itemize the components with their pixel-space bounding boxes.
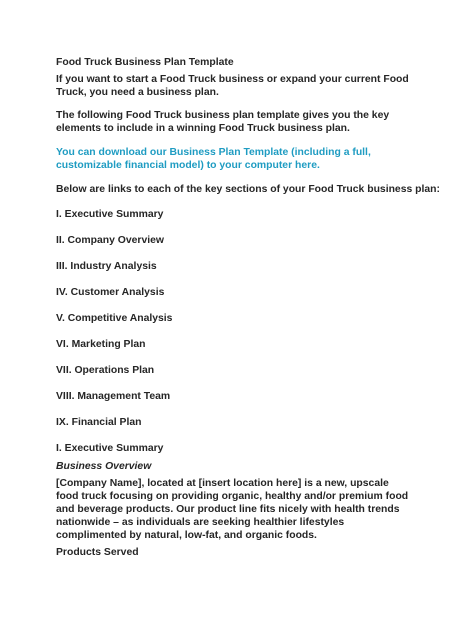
document-title: Food Truck Business Plan Template bbox=[56, 57, 234, 68]
toc-item-operations-plan[interactable]: VII. Operations Plan bbox=[56, 365, 155, 376]
business-overview-paragraph: [Company Name], located at [insert location here] is a new, upscale food truck focusing on providing organic, healthy and/or premium food and beverage products. Our product line fits nicely with health trends nationwide – as individuals are seeking healthier lifestyles complimented by natural, low-fat, and organic foods. bbox=[56, 478, 409, 541]
toc-item-competitive-analysis[interactable]: V. Competitive Analysis bbox=[56, 313, 173, 324]
intro-paragraph-1: If you want to start a Food Truck business or expand your current Food Truck, you need a business plan. bbox=[56, 74, 409, 98]
section-heading-executive-summary: I. Executive Summary bbox=[56, 443, 164, 454]
subheading-business-overview: Business Overview bbox=[56, 461, 152, 472]
products-served-heading: Products Served bbox=[56, 547, 139, 558]
toc-item-marketing-plan[interactable]: VI. Marketing Plan bbox=[56, 339, 146, 350]
intro-paragraph-2: The following Food Truck business plan template gives you the key elements to include in a winning Food Truck business plan. bbox=[56, 110, 390, 134]
links-intro-text: Below are links to each of the key sections of your Food Truck business plan: bbox=[56, 184, 440, 195]
toc-item-industry-analysis[interactable]: III. Industry Analysis bbox=[56, 261, 157, 272]
toc-item-customer-analysis[interactable]: IV. Customer Analysis bbox=[56, 287, 165, 298]
toc-item-executive-summary[interactable]: I. Executive Summary bbox=[56, 209, 164, 220]
download-template-link[interactable]: You can download our Business Plan Template (including a full, customizable financial model) to your computer here. bbox=[56, 147, 371, 171]
toc-item-company-overview[interactable]: II. Company Overview bbox=[56, 235, 164, 246]
toc-item-management-team[interactable]: VIII. Management Team bbox=[56, 391, 171, 402]
toc-item-financial-plan[interactable]: IX. Financial Plan bbox=[56, 417, 142, 428]
